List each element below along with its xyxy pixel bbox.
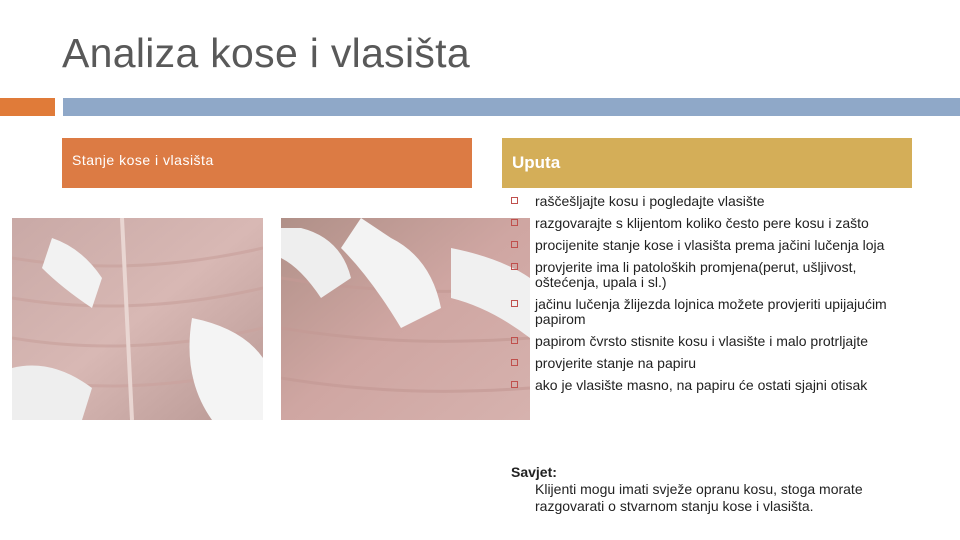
list-item-text: provjerite stanje na papiru bbox=[535, 355, 697, 371]
square-bullet-icon bbox=[511, 337, 518, 344]
list-item bbox=[511, 194, 911, 209]
slide-title: Analiza kose i vlasišta bbox=[62, 30, 470, 76]
advice-text: Klijenti mogu imati svježe opranu kosu, stoga morate razgovarati o stvarnom stanju kose i vlasišta. bbox=[535, 481, 863, 514]
right-column-header bbox=[502, 138, 912, 188]
list-item-text: papirom čvrsto stisnite kosu i vlasište i malo protrljajte bbox=[535, 333, 869, 349]
hair-photo-1 bbox=[12, 218, 263, 420]
list-item bbox=[511, 356, 911, 371]
square-bullet-icon bbox=[511, 300, 518, 307]
instruction-list bbox=[511, 194, 911, 400]
square-bullet-icon bbox=[511, 197, 518, 204]
square-bullet-icon bbox=[511, 263, 518, 270]
advice-block bbox=[511, 464, 911, 515]
list-item bbox=[511, 216, 911, 231]
square-bullet-icon bbox=[511, 381, 518, 388]
square-bullet-icon bbox=[511, 219, 518, 226]
list-item-text: jačinu lučenja žlijezda lojnica možete provjeriti upijajućim papirom bbox=[535, 296, 887, 327]
list-item bbox=[511, 378, 911, 393]
right-header-label: Uputa bbox=[512, 153, 561, 172]
list-item-text: razgovarajte s klijentom koliko često pere kosu i zašto bbox=[535, 215, 869, 231]
list-item-text: raščešljajte kosu i pogledajte vlasište bbox=[535, 193, 765, 209]
list-item bbox=[511, 260, 911, 290]
list-item-text: ako je vlasište masno, na papiru će ostati sjajni otisak bbox=[535, 377, 868, 393]
left-column-header bbox=[62, 138, 472, 188]
square-bullet-icon bbox=[511, 241, 518, 248]
left-header-label: Stanje kose i vlasišta bbox=[72, 152, 214, 168]
list-item bbox=[511, 334, 911, 349]
list-item-text: procijenite stanje kose i vlasišta prema jačini lučenja loja bbox=[535, 237, 885, 253]
list-item-text: provjerite ima li patoloških promjena(perut, ušljivost, oštećenja, upala i sl.) bbox=[535, 259, 857, 290]
accent-bar-blue bbox=[63, 98, 960, 116]
list-item bbox=[511, 238, 911, 253]
list-item bbox=[511, 297, 911, 327]
advice-label: Savjet: bbox=[511, 464, 557, 480]
accent-bar-orange bbox=[0, 98, 55, 116]
square-bullet-icon bbox=[511, 359, 518, 366]
hair-photo-2 bbox=[281, 218, 530, 420]
